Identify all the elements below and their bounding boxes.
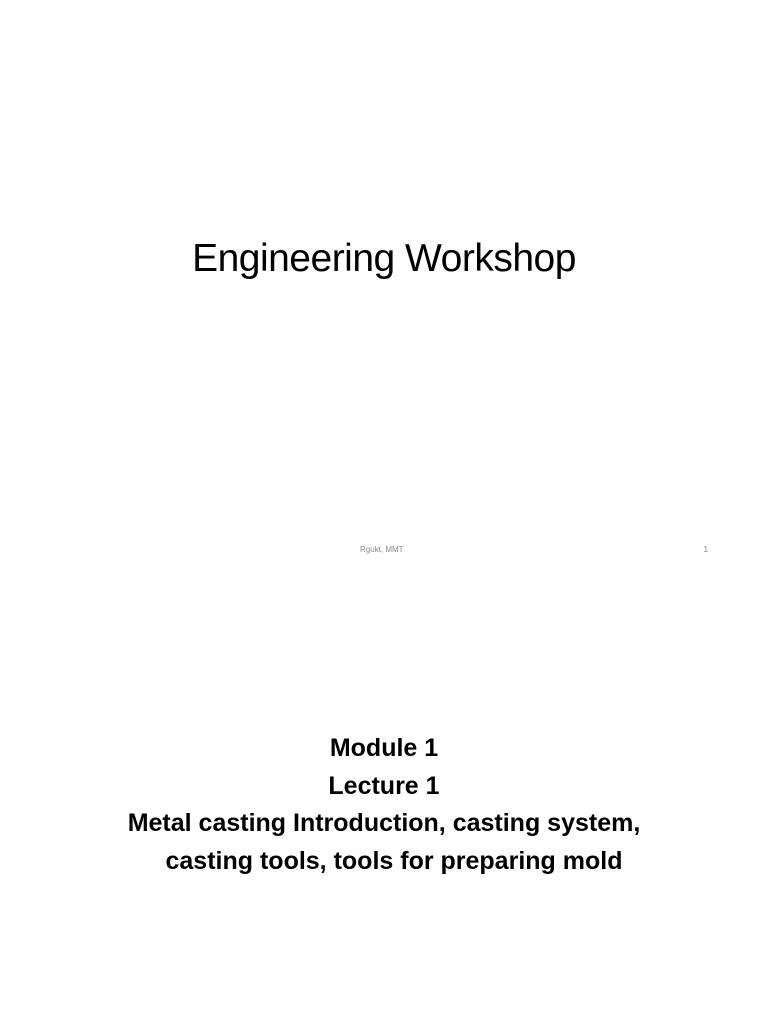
slide-number: 1 xyxy=(703,545,708,554)
slide-title: Engineering Workshop xyxy=(192,237,576,280)
module-slide xyxy=(0,576,768,1024)
slide-footer: Rgukt, MMT xyxy=(360,545,404,554)
module-heading: Module 1 xyxy=(329,734,439,762)
topic-line-1: Metal casting Introduction, casting system, xyxy=(127,809,641,837)
module-content xyxy=(0,730,768,880)
lecture-heading: Lecture 1 xyxy=(328,771,440,800)
topic-line-2: casting tools, tools for preparing mold xyxy=(165,846,623,875)
